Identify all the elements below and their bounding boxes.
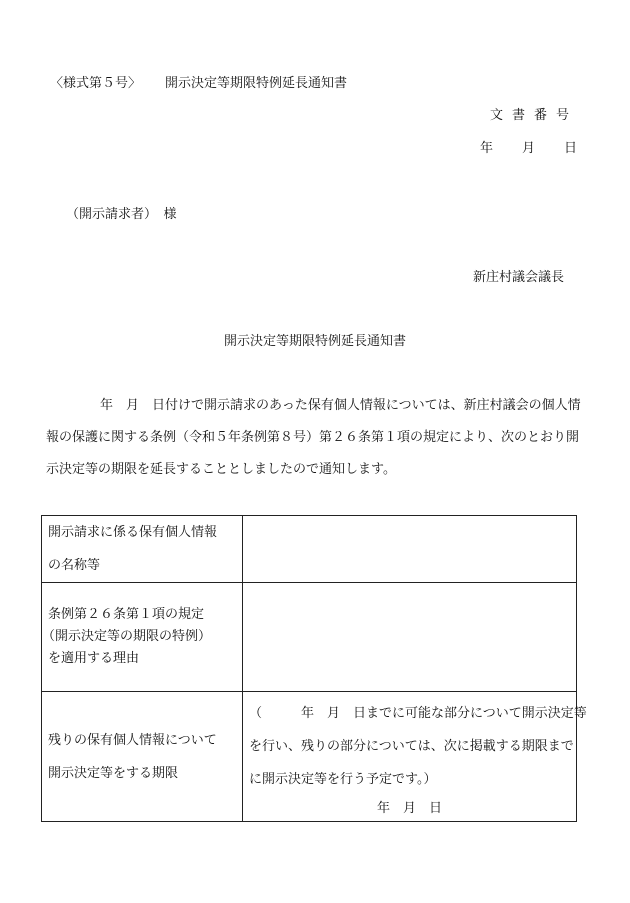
table-value-cell <box>243 692 587 822</box>
table-value-cell <box>243 516 577 583</box>
value-line: に開示決定等を行う予定です。） <box>249 772 437 787</box>
table-value-cell <box>243 583 577 692</box>
label-line: の名称等 <box>48 558 101 573</box>
body-paragraph-text: 年 月 日付けで開示請求のあった保有個人情報については、新庄村議会の個人情報の保護に関する条例（令和５年条例第８号）第２６条第１項の規定により、次のとおり開示決定等の期限を延長することとしましたので通知します。 <box>46 398 581 477</box>
form-title: 開示決定等期限特例延長通知書 <box>165 76 348 91</box>
form-header <box>50 72 347 91</box>
table-row <box>42 692 577 822</box>
form-number: 〈様式第５号〉 <box>50 76 142 91</box>
label-line: 開示請求に係る保有個人情報 <box>48 525 218 540</box>
label-line: （開示決定等の期限の特例） <box>42 629 212 644</box>
value-line: を行い、残りの部分については、次に掲載する期限まで <box>249 739 574 754</box>
document-title: 開示決定等期限特例延長通知書 <box>223 334 406 349</box>
deadline-date: 年 月 日 <box>376 801 442 816</box>
sender-name: 新庄村議会議長 <box>472 270 564 285</box>
label-line: を適用する理由 <box>48 651 140 666</box>
label-line: 条例第２６条第１項の規定 <box>48 607 205 622</box>
table-label-cell <box>42 583 243 692</box>
recipient-name: （開示請求者） 様 <box>66 207 177 222</box>
label-line: 残りの保有個人情報について <box>48 732 217 748</box>
value-line: （ 年 月 日までに可能な部分について開示決定等 <box>249 706 587 721</box>
table-row <box>42 516 577 583</box>
issue-date: 年 月 日 <box>479 141 578 156</box>
table-label-cell <box>42 516 243 583</box>
info-table <box>41 515 587 822</box>
document-number: 文書番号 <box>489 108 578 123</box>
body-paragraph <box>46 390 584 486</box>
table-row <box>42 583 577 692</box>
label-line: 開示決定等をする期限 <box>48 765 179 781</box>
table-label-cell <box>42 692 243 822</box>
